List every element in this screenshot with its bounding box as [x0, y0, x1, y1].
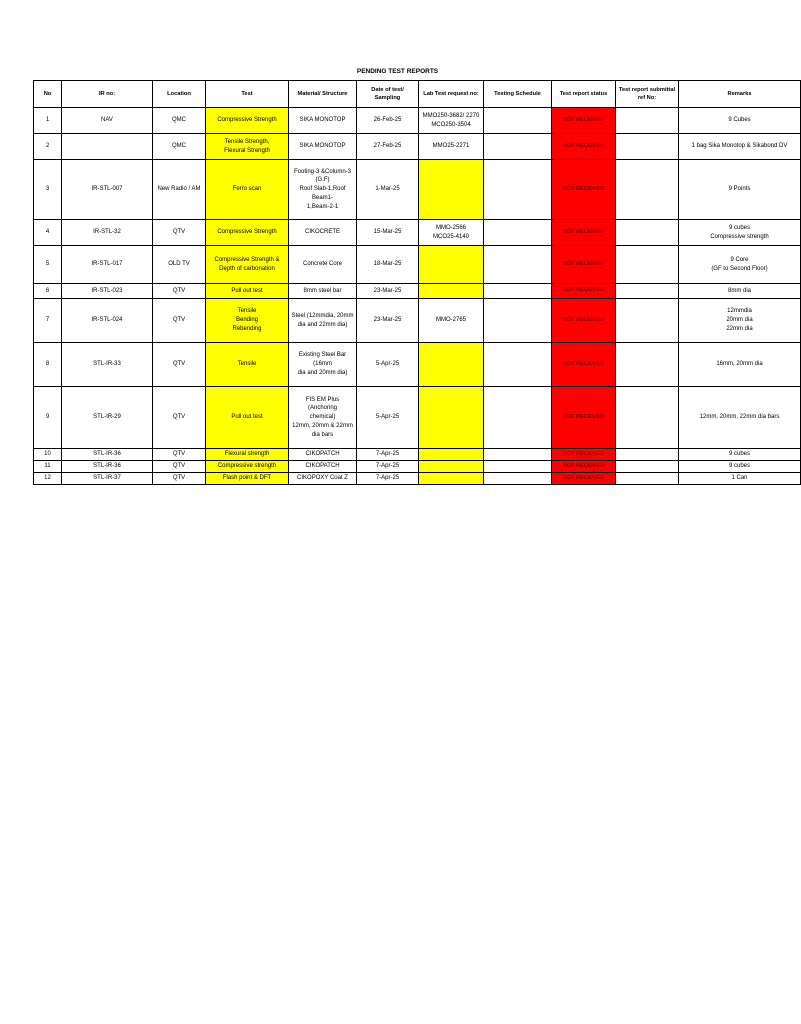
- cell-location: QTV: [153, 461, 206, 473]
- header-ref: Test report submittal ref No:: [616, 81, 679, 108]
- cell-material: [289, 284, 357, 299]
- cell-schedule: [484, 387, 552, 449]
- cell-schedule: [484, 134, 552, 160]
- cell-ir: IR-STL-007: [62, 160, 153, 220]
- cell-ref: [616, 246, 679, 284]
- table-row: [34, 160, 801, 220]
- cell-location: QMC: [153, 134, 206, 160]
- cell-no: 7: [34, 299, 62, 343]
- cell-line: 12mmdia: [727, 308, 752, 315]
- cell-line: Compressive strength: [710, 233, 769, 240]
- header-test: Test: [206, 81, 289, 108]
- cell-line: 1,Beam-2-1: [306, 203, 339, 210]
- cell-lab: [419, 473, 484, 485]
- cell-location: OLD TV: [153, 246, 206, 284]
- cell-lab: [419, 108, 484, 134]
- cell-status: NOT RECEIVED: [552, 220, 616, 246]
- cell-material: [289, 473, 357, 485]
- cell-ir: IR-STL-024: [62, 299, 153, 343]
- cell-line: Tensile: [237, 308, 257, 315]
- cell-ref: [616, 299, 679, 343]
- cell-remarks: [679, 284, 801, 299]
- cell-lab: [419, 160, 484, 220]
- cell-status: NOT RECEIVED: [552, 473, 616, 485]
- cell-location: QMC: [153, 108, 206, 134]
- cell-line: (GF to Second Floor): [711, 265, 768, 272]
- cell-ir: IR-STL-32: [62, 220, 153, 246]
- cell-location: New Radio / AM: [153, 160, 206, 220]
- cell-material: [289, 449, 357, 461]
- cell-remarks: [679, 160, 801, 220]
- cell-line: 9 cubes: [728, 463, 750, 470]
- cell-line: Rebending: [232, 325, 262, 332]
- cell-line: 8mm dia: [727, 287, 751, 294]
- cell-schedule: [484, 160, 552, 220]
- cell-ref: [616, 108, 679, 134]
- table-row: [34, 461, 801, 473]
- cell-line: Roof Slab-1,Roof Beam1-: [299, 186, 346, 201]
- cell-no: 1: [34, 108, 62, 134]
- cell-remarks: [679, 108, 801, 134]
- cell-line: Flexural Strength: [224, 147, 270, 154]
- cell-line: Tensile Strength,: [224, 138, 270, 145]
- cell-line: Ferro scan: [232, 186, 262, 193]
- cell-material: [289, 134, 357, 160]
- cell-ref: [616, 160, 679, 220]
- cell-remarks: [679, 134, 801, 160]
- cell-schedule: [484, 343, 552, 387]
- cell-status: NOT RECEIVED: [552, 246, 616, 284]
- cell-line: CIKOPATCH: [305, 463, 340, 470]
- cell-status: NOT RECEIVED: [552, 284, 616, 299]
- cell-line: 22mm dia: [726, 325, 753, 332]
- cell-remarks: [679, 387, 801, 449]
- cell-line: (G.F): [315, 177, 330, 184]
- cell-line: CIKOPATCH: [305, 451, 340, 458]
- cell-line: 9 Core: [730, 256, 749, 263]
- cell-no: 12: [34, 473, 62, 485]
- cell-ref: [616, 449, 679, 461]
- page-title: PENDING TEST REPORTS: [356, 68, 439, 75]
- cell-line: 9 cubes: [728, 224, 750, 231]
- cell-remarks: [679, 343, 801, 387]
- table-row: [34, 449, 801, 461]
- cell-line: MMO-2765: [435, 317, 466, 324]
- cell-remarks: [679, 461, 801, 473]
- cell-remarks: [679, 220, 801, 246]
- cell-material: [289, 387, 357, 449]
- cell-line: SIKA MONOTOP: [299, 143, 346, 150]
- header-date: Date of test/ Sampling: [357, 81, 419, 108]
- cell-location: QTV: [153, 473, 206, 485]
- cell-test: [206, 461, 289, 473]
- cell-ir: STL-IR-36: [62, 449, 153, 461]
- cell-ref: [616, 461, 679, 473]
- cell-line: dia and 22mm dia): [297, 321, 348, 328]
- cell-line: dia bars: [311, 431, 334, 438]
- cell-date: 23-Mar-25: [357, 299, 419, 343]
- cell-ref: [616, 220, 679, 246]
- cell-material: [289, 220, 357, 246]
- header-material: Material/ Structure: [289, 81, 357, 108]
- cell-line: Flexural strength: [224, 451, 270, 458]
- cell-no: 2: [34, 134, 62, 160]
- table-row: [34, 387, 801, 449]
- cell-ir: STL-IR-37: [62, 473, 153, 485]
- cell-status: NOT RECEIVED: [552, 461, 616, 473]
- cell-lab: [419, 284, 484, 299]
- cell-location: QTV: [153, 284, 206, 299]
- cell-line: 9 cubes: [728, 451, 750, 458]
- cell-schedule: [484, 246, 552, 284]
- cell-line: Flash point & DFT: [222, 475, 272, 482]
- cell-ir: STL-IR-29: [62, 387, 153, 449]
- cell-line: MMO25-2271: [432, 143, 470, 150]
- cell-no: 10: [34, 449, 62, 461]
- header-no: No: [34, 81, 62, 108]
- cell-lab: [419, 343, 484, 387]
- header-remarks: Remarks: [679, 81, 801, 108]
- cell-line: MMO250-3682/ 2270: [422, 112, 480, 119]
- cell-status: NOT RECEIVED: [552, 343, 616, 387]
- cell-schedule: [484, 108, 552, 134]
- header-location: Location: [153, 81, 206, 108]
- cell-status: NOT RECEIVED: [552, 160, 616, 220]
- pending-reports-table: [33, 80, 801, 485]
- cell-schedule: [484, 473, 552, 485]
- table-row: [34, 246, 801, 284]
- cell-test: [206, 284, 289, 299]
- cell-ref: [616, 134, 679, 160]
- cell-test: [206, 246, 289, 284]
- cell-test: [206, 299, 289, 343]
- cell-line: Compressive strength: [217, 463, 277, 470]
- cell-line: SIKA MONOTOP: [299, 117, 346, 124]
- table-row: [34, 134, 801, 160]
- cell-date: 1-Mar-25: [357, 160, 419, 220]
- cell-date: 5-Apr-25: [357, 387, 419, 449]
- cell-location: QTV: [153, 449, 206, 461]
- cell-line: 16mm, 20mm dia: [716, 361, 763, 368]
- cell-line: MCO250-3504: [431, 121, 471, 128]
- cell-no: 6: [34, 284, 62, 299]
- cell-material: [289, 461, 357, 473]
- cell-location: QTV: [153, 299, 206, 343]
- cell-lab: [419, 387, 484, 449]
- cell-schedule: [484, 220, 552, 246]
- cell-line: 20mm dia: [726, 317, 753, 324]
- cell-no: 9: [34, 387, 62, 449]
- cell-line: Concrete Core: [302, 261, 343, 268]
- cell-date: 15-Mar-25: [357, 220, 419, 246]
- cell-line: Depth of carbonation: [219, 265, 275, 272]
- cell-line: CIKOPOXY Coat Z: [297, 475, 348, 482]
- cell-line: chemical): [309, 414, 336, 421]
- cell-status: NOT RECEIVED: [552, 108, 616, 134]
- cell-remarks: [679, 449, 801, 461]
- header-status: Test report status: [552, 81, 616, 108]
- cell-lab: [419, 461, 484, 473]
- cell-ir: STL-IR-33: [62, 343, 153, 387]
- table-row: [34, 343, 801, 387]
- cell-schedule: [484, 461, 552, 473]
- cell-location: QTV: [153, 387, 206, 449]
- cell-no: 8: [34, 343, 62, 387]
- cell-test: [206, 343, 289, 387]
- cell-no: 5: [34, 246, 62, 284]
- cell-schedule: [484, 284, 552, 299]
- cell-material: [289, 160, 357, 220]
- cell-remarks: [679, 299, 801, 343]
- cell-remarks: [679, 246, 801, 284]
- header-lab: Lab Test request no:: [419, 81, 484, 108]
- cell-test: [206, 134, 289, 160]
- cell-no: 11: [34, 461, 62, 473]
- cell-line: dia and 20mm dia): [297, 369, 348, 376]
- table-row: [34, 473, 801, 485]
- cell-status: NOT RECEIVED: [552, 449, 616, 461]
- cell-no: 3: [34, 160, 62, 220]
- cell-date: 7-Apr-25: [357, 449, 419, 461]
- cell-no: 4: [34, 220, 62, 246]
- cell-line: MMO-2566: [435, 224, 466, 231]
- cell-line: 1 bag Sika Monotop & Sikabond DV: [691, 143, 788, 150]
- cell-ref: [616, 387, 679, 449]
- cell-schedule: [484, 449, 552, 461]
- cell-date: 5-Apr-25: [357, 343, 419, 387]
- cell-lab: [419, 299, 484, 343]
- header-ir: IR no:: [62, 81, 153, 108]
- cell-date: 23-Mar-25: [357, 284, 419, 299]
- cell-ir: [62, 134, 153, 160]
- cell-test: [206, 473, 289, 485]
- cell-material: [289, 299, 357, 343]
- table-row: [34, 299, 801, 343]
- cell-line: MCO25-4140: [432, 233, 470, 240]
- cell-line: 1 Can: [731, 475, 748, 482]
- cell-test: [206, 220, 289, 246]
- cell-line: 9 Cubes: [728, 117, 751, 124]
- cell-line: Pull out test: [231, 414, 263, 421]
- cell-line: Tensile: [237, 361, 257, 368]
- cell-location: QTV: [153, 220, 206, 246]
- cell-lab: [419, 220, 484, 246]
- cell-line: Footing-3 &Column-3: [293, 168, 352, 175]
- cell-date: 7-Apr-25: [357, 473, 419, 485]
- table-row: [34, 284, 801, 299]
- header-schedule: Testing Schedule: [484, 81, 552, 108]
- cell-ir: NAV: [62, 108, 153, 134]
- cell-line: 12mm, 20mm & 22mm: [292, 422, 353, 429]
- cell-date: 26-Feb-25: [357, 108, 419, 134]
- cell-schedule: [484, 299, 552, 343]
- cell-ir: IR-STL-023: [62, 284, 153, 299]
- cell-status: NOT RECEIVED: [552, 387, 616, 449]
- cell-date: 27-Feb-25: [357, 134, 419, 160]
- cell-ref: [616, 284, 679, 299]
- cell-material: [289, 343, 357, 387]
- cell-test: [206, 160, 289, 220]
- cell-line: FIS EM Plus (Anchoring: [305, 396, 340, 412]
- cell-line: Steel (12mmdia, 20mm: [291, 312, 354, 319]
- cell-line: 9 Points: [728, 186, 751, 193]
- table-row: [34, 108, 801, 134]
- cell-status: NOT RECEIVED: [552, 134, 616, 160]
- cell-date: 7-Apr-25: [357, 461, 419, 473]
- cell-line: CIKOCRETE: [304, 229, 340, 236]
- cell-line: Bending: [235, 317, 259, 324]
- table-row: [34, 220, 801, 246]
- cell-status: NOT RECEIVED: [552, 299, 616, 343]
- cell-test: [206, 108, 289, 134]
- cell-material: [289, 108, 357, 134]
- cell-line: 12mm, 20mm, 22mm dia bars: [699, 414, 780, 421]
- cell-line: Existing Steel Bar (16mm: [298, 352, 347, 368]
- cell-material: [289, 246, 357, 284]
- cell-ref: [616, 473, 679, 485]
- cell-test: [206, 449, 289, 461]
- cell-line: Compressive Strength: [217, 229, 277, 236]
- cell-line: 8mm steel bar: [303, 287, 342, 294]
- cell-line: Pull out test: [231, 287, 263, 294]
- cell-ir: STL-IR-36: [62, 461, 153, 473]
- cell-test: [206, 387, 289, 449]
- cell-location: QTV: [153, 343, 206, 387]
- cell-lab: [419, 246, 484, 284]
- cell-lab: [419, 449, 484, 461]
- cell-line: Compressive Strength &: [214, 256, 280, 263]
- cell-line: Compressive Strength: [217, 117, 277, 124]
- cell-ir: IR-STL-017: [62, 246, 153, 284]
- header-row: [34, 81, 801, 108]
- cell-ref: [616, 343, 679, 387]
- cell-remarks: [679, 473, 801, 485]
- cell-date: 18-Mar-25: [357, 246, 419, 284]
- cell-lab: [419, 134, 484, 160]
